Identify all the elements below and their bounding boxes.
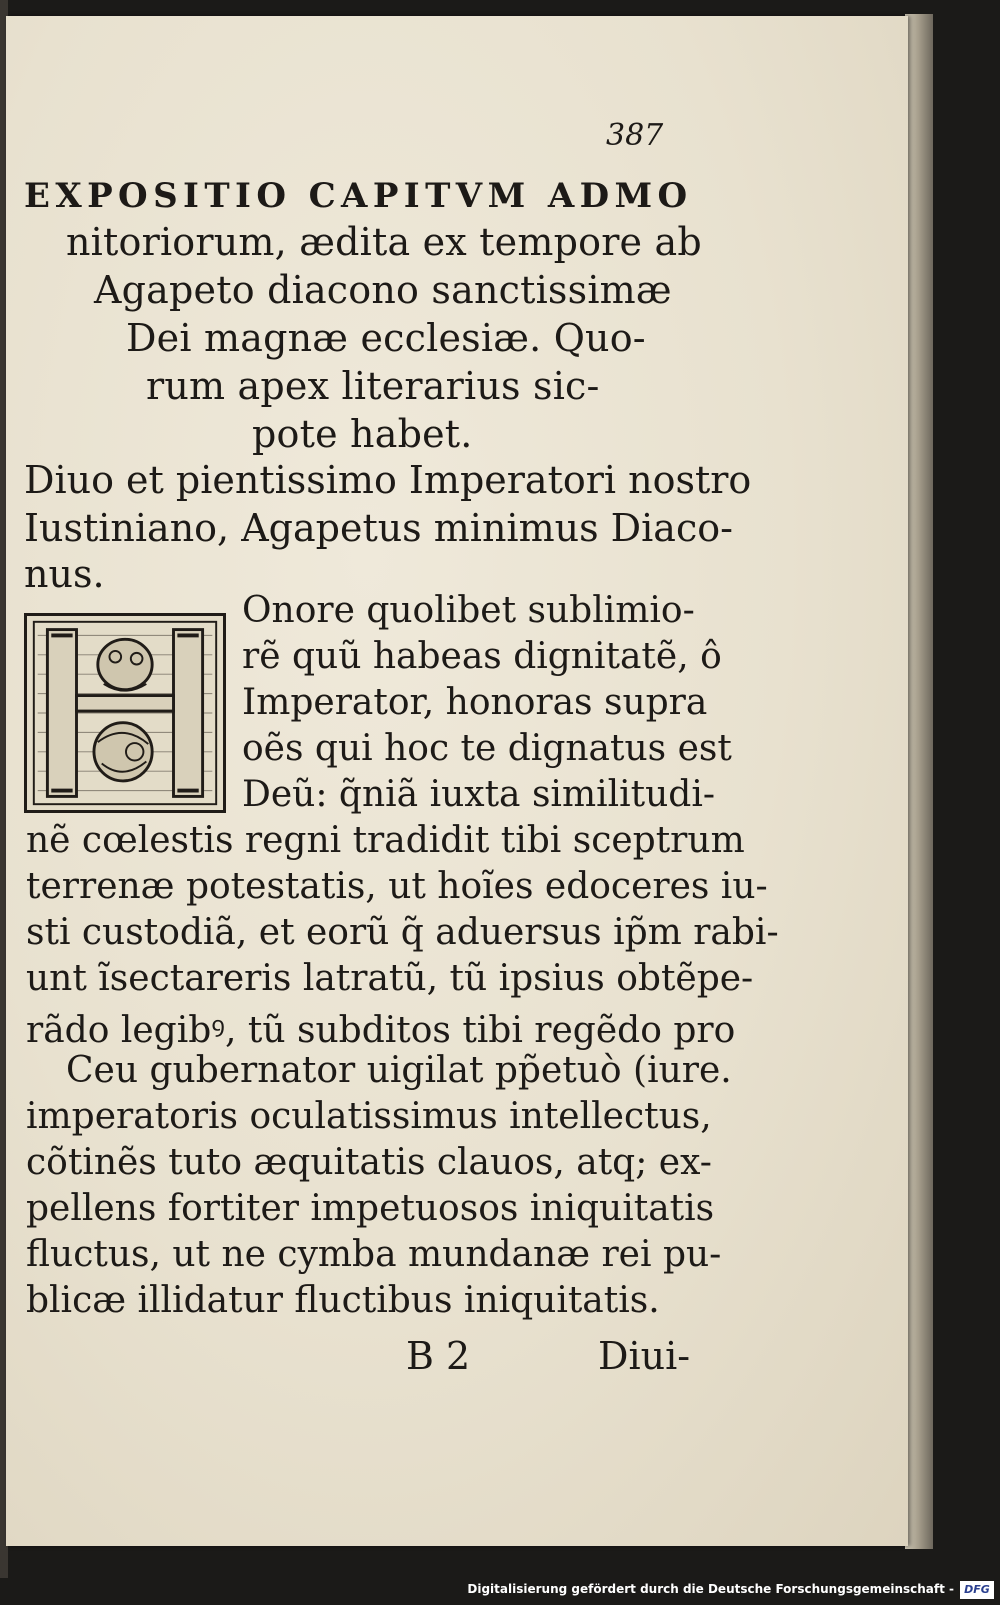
- body-line-3: Imperator, honoras supra: [242, 682, 708, 723]
- body-line-5: Deũ: q̃niã iuxta similitudi-: [242, 774, 715, 815]
- heading-line-1: EXPOSITIO CAPITVM ADMO: [24, 176, 693, 216]
- heading-line-4: Dei magnæ ecclesiæ. Quo-: [126, 316, 646, 360]
- book-page: [6, 16, 908, 1546]
- body-line-1: Onore quolibet sublimio-: [242, 590, 695, 631]
- body-line-16: blicæ illidatur fluctibus iniquitatis.: [26, 1280, 660, 1321]
- body-line-8: sti custodiã, et eorũ q̃ aduersus ip̃m rabi-: [26, 912, 779, 953]
- body-line-2: rẽ quũ habeas dignitatẽ, ô: [242, 636, 722, 677]
- body-line-6: nẽ cœlestis regni tradidit tibi sceptrum: [26, 820, 745, 861]
- catchword: Diui-: [598, 1334, 691, 1378]
- dedication-line-1: Diuo et pientissimo Imperatori nostro: [24, 458, 752, 502]
- woodcut-initial-icon: [27, 616, 223, 810]
- dedication-line-3: nus.: [24, 552, 105, 596]
- body-line-7: terrenæ potestatis, ut hoĩes edoceres iu-: [26, 866, 768, 907]
- body-line-15: fluctus, ut ne cymba mundanæ rei pu-: [26, 1234, 722, 1275]
- folio-number: 387: [606, 118, 664, 153]
- digitization-footer: [0, 1578, 1000, 1605]
- body-line-9: unt ĩsectareris latratũ, tũ ipsius obtẽpe-: [26, 958, 754, 999]
- body-line-12: imperatoris oculatissimus intellectus,: [26, 1096, 712, 1137]
- heading-line-5: rum apex literarius sic-: [146, 364, 600, 408]
- body-line-14: pellens fortiter impetuosos iniquitatis: [26, 1188, 715, 1229]
- dfg-logo: DFG: [960, 1581, 994, 1599]
- signature-mark: B 2: [406, 1334, 471, 1378]
- body-line-13: cõtinẽs tuto æquitatis clauos, atq; ex-: [26, 1142, 712, 1183]
- body-line-10: rãdo legibꝰ, tũ subditos tibi regẽdo pro: [26, 1010, 736, 1051]
- book-edge: [905, 14, 933, 1549]
- footer-credit: Digitalisierung gefördert durch die Deutsche Forschungsgemeinschaft -: [467, 1582, 954, 1596]
- decorated-initial-h: [24, 613, 226, 813]
- heading-line-3: Agapeto diacono sanctissimæ: [94, 268, 672, 312]
- heading-line-6: pote habet.: [252, 412, 473, 456]
- body-line-11: Ceu gubernator uigilat pp̃etuò (iure.: [66, 1050, 732, 1091]
- heading-line-2: nitoriorum, ædita ex tempore ab: [66, 220, 702, 264]
- dedication-line-2: Iustiniano, Agapetus minimus Diaco-: [24, 506, 733, 550]
- body-line-4: oẽs qui hoc te dignatus est: [242, 728, 732, 769]
